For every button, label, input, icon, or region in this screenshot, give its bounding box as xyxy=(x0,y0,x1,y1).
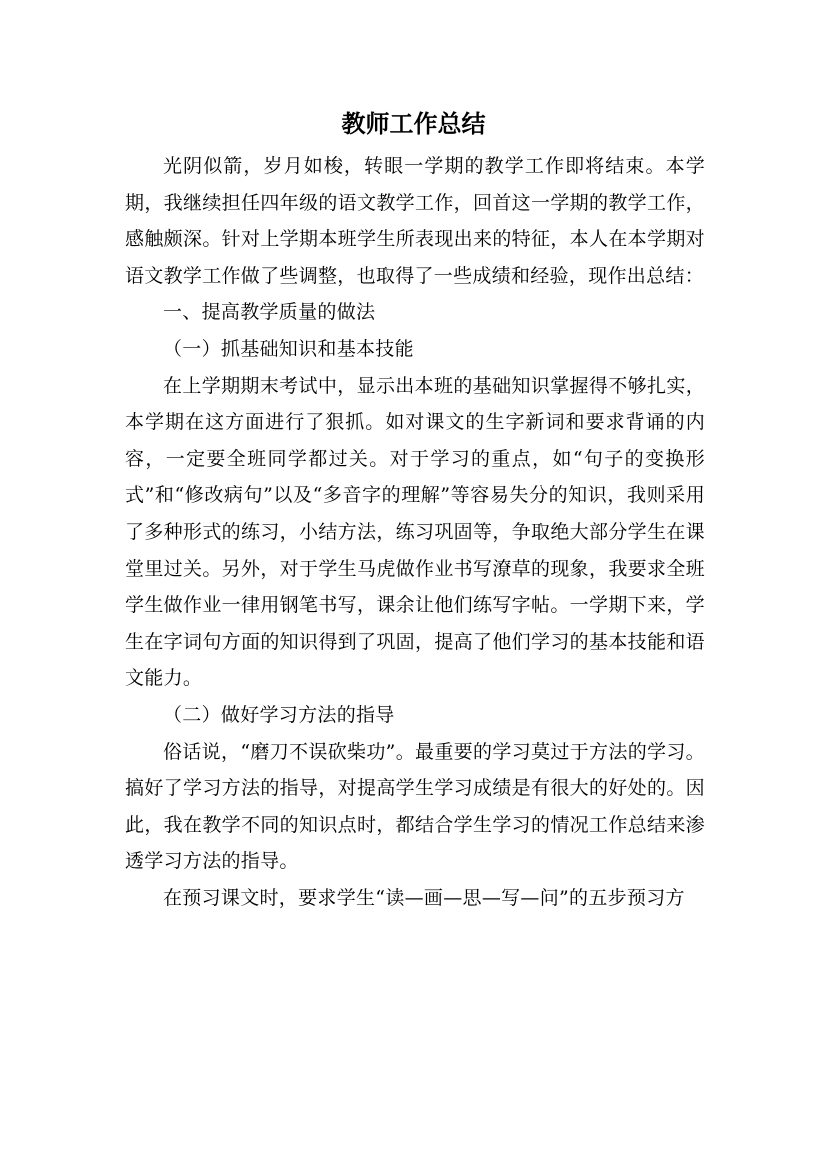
document-body xyxy=(125,148,705,916)
document-title: 教师工作总结 xyxy=(341,109,486,138)
preview-paragraph: 在预习课文时，要求学生“读—画—思—写—问”的五步预习方 xyxy=(163,886,685,909)
methods-paragraph: 俗话说，“磨刀不误砍柴功”。最重要的学习莫过于方法的学习。搞好了学习方法的指导，对提高学生学习成绩是有很大的好处的。因此，我在教学不同的知识点时，都结合学生学习的情况工作总结来渗透学习方法的指导。 xyxy=(125,740,705,873)
intro-paragraph: 光阴似箭，岁月如梭，转眼一学期的教学工作即将结束。本学期，我继续担任四年级的语文教学工作，回首这一学期的教学工作，感触颇深。针对上学期本班学生所表现出来的特征，本人在本学期对语文教学工作做了些调整，也取得了一些成绩和经验，现作出总结： xyxy=(125,155,705,287)
section-heading-1: 一、提高教学质量的做法 xyxy=(163,301,376,324)
basics-paragraph: 在上学期期末考试中，显示出本班的基础知识掌握得不够扎实，本学期在这方面进行了狠抓。如对课文的生字新词和要求背诵的内容，一定要全班同学都过关。对于学习的重点，如“句子的变换形式”和“修改病句”以及“多音字的理解”等容易失分的知识，我则采用了多种形式的练习，小结方法，练习巩固等，争取绝大部分学生在课堂里过关。另外，对于学生马虎做作业书写潦草的现象，我要求全班学生做作业一律用钢笔书写，课余让他们练写字帖。一学期下来，学生在字词句方面的知识得到了巩固，提高了他们学习的基本技能和语文能力。 xyxy=(125,374,705,690)
subsection-heading-1: （一）抓基础知识和基本技能 xyxy=(163,337,414,360)
subsection-heading-2: （二）做好学习方法的指导 xyxy=(163,703,395,726)
